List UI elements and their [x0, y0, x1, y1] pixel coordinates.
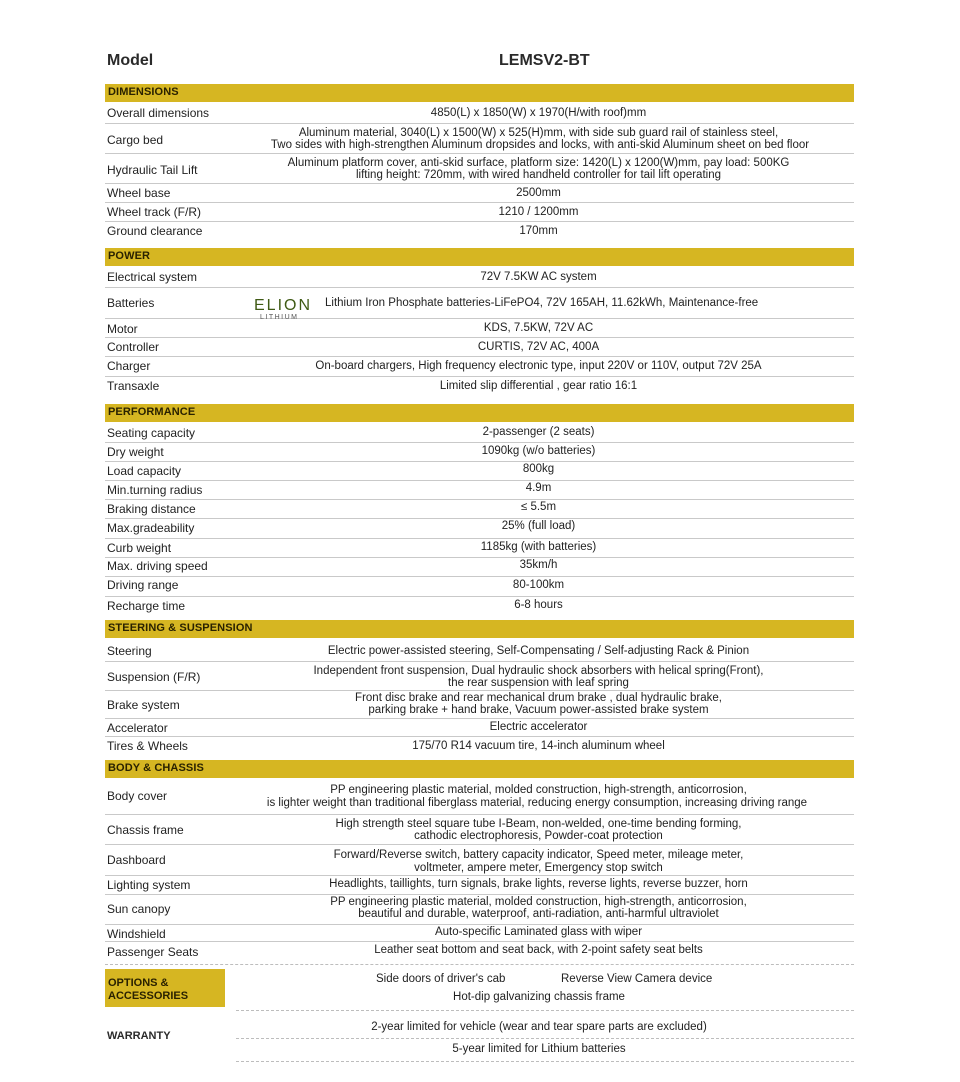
warranty-vehicle: 2-year limited for vehicle (wear and tear spare parts are excluded) — [371, 1021, 707, 1033]
elion-lithium-logo — [253, 294, 317, 320]
spec-value: 170mm — [519, 225, 558, 237]
spec-row — [105, 124, 854, 154]
spec-label: Max.gradeability — [107, 521, 195, 535]
spec-value: ≤ 5.5m — [520, 501, 557, 513]
spec-value-line2: cathodic electrophoresis, Powder-coat protection — [414, 830, 663, 842]
section-power — [105, 248, 854, 266]
spec-row — [105, 558, 854, 577]
spec-value-line2: the rear suspension with leaf spring — [448, 677, 629, 689]
spec-value-line2: beautiful and durable, waterproof, anti-radiation, anti-harmful ultraviolet — [358, 908, 719, 920]
section-title: BODY & CHASSIS — [108, 762, 204, 774]
spec-row — [105, 895, 854, 925]
spec-row — [105, 779, 854, 815]
spec-label: Ground clearance — [107, 224, 203, 238]
spec-value: 35km/h — [519, 559, 558, 571]
warranty-row — [236, 1016, 854, 1039]
spec-value: Electric accelerator — [489, 721, 588, 733]
spec-label: Charger — [107, 359, 151, 373]
spec-value: Electric power-assisted steering, Self-Compensating / Self-adjusting Rack & Pinion — [327, 645, 750, 657]
spec-value: 72V 7.5KW AC system — [480, 271, 597, 283]
spec-value: Limited slip differential , gear ratio 16:1 — [439, 380, 638, 392]
model-label: Model — [107, 52, 154, 69]
logo-sub: LITHIUM — [260, 314, 299, 320]
model-value: LEMSV2-BT — [499, 52, 590, 69]
spec-value: 2500mm — [516, 187, 561, 199]
spec-value-line2: lifting height: 720mm, with wired handheld controller for tail lift operating — [356, 169, 721, 181]
spec-value-line2: is lighter weight than traditional fiberglass material, reducing energy consumption, increasing driving range — [266, 797, 808, 809]
spec-row — [105, 288, 854, 319]
options-row — [236, 989, 854, 1011]
spec-label: Overall dimensions — [107, 106, 210, 120]
logo-brand: ELION — [254, 297, 313, 314]
spec-label: Recharge time — [107, 599, 186, 613]
spec-label: Brake system — [107, 698, 180, 712]
spec-value: Auto-specific Laminated glass with wiper — [434, 926, 643, 938]
spec-label: Electrical system — [107, 270, 198, 284]
model-header — [105, 52, 854, 74]
options-label — [105, 969, 225, 1007]
spec-label: Wheel track (F/R) — [107, 205, 202, 219]
spec-value: High strength steel square tube I-Beam, non-welded, one-time bending forming, — [335, 818, 742, 830]
spec-value-line2: Two sides with high-strengthen Aluminum dropsides and locks, with anti-skid Aluminum sheet on bed floor — [270, 139, 810, 151]
spec-label: Tires & Wheels — [107, 739, 188, 753]
spec-value: Leather seat bottom and seat back, with 2-point safety seat belts — [374, 944, 703, 956]
spec-value: On-board chargers, High frequency electronic type, input 220V or 110V, output 72V 25A — [315, 360, 762, 372]
spec-label: Batteries — [107, 296, 155, 310]
option-reverse-camera: Reverse View Camera device — [561, 973, 713, 985]
spec-label: Chassis frame — [107, 823, 184, 837]
spec-row — [105, 719, 854, 737]
spec-value: 800kg — [522, 463, 555, 475]
spec-row — [105, 662, 854, 691]
spec-label: Cargo bed — [107, 133, 164, 147]
spec-label: Controller — [107, 340, 160, 354]
spec-label: Transaxle — [107, 379, 160, 393]
spec-value: Lithium Iron Phosphate batteries-LiFePO4, 72V 165AH, 11.62kWh, Maintenance-free — [325, 297, 759, 309]
spec-label: Seating capacity — [107, 426, 196, 440]
spec-label: Motor — [107, 322, 138, 336]
section-title: DIMENSIONS — [108, 86, 179, 98]
spec-label: Body cover — [107, 789, 168, 803]
spec-row — [105, 462, 854, 481]
spec-row — [105, 876, 854, 895]
section-title: POWER — [108, 250, 151, 262]
spec-value: Aluminum material, 3040(L) x 1500(W) x 525(H)mm, with side sub guard rail of stainless steel, — [298, 127, 779, 139]
spec-label: Braking distance — [107, 502, 196, 516]
spec-label: Load capacity — [107, 464, 182, 478]
warranty-row — [236, 1039, 854, 1062]
spec-label: Max. driving speed — [107, 559, 208, 573]
spec-value: 80-100km — [512, 579, 565, 591]
options-label-line2: ACCESSORIES — [108, 990, 189, 1002]
warranty-label: WARRANTY — [107, 1030, 171, 1042]
spec-value: CURTIS, 72V AC, 400A — [477, 341, 600, 353]
spec-label: Driving range — [107, 578, 179, 592]
spec-label: Windshield — [107, 927, 166, 941]
spec-row — [105, 737, 854, 756]
spec-value: 1210 / 1200mm — [498, 206, 579, 218]
spec-row — [105, 519, 854, 539]
spec-label: Sun canopy — [107, 902, 171, 916]
spec-value-line2: parking brake + hand brake, Vacuum power-assisted brake system — [368, 704, 709, 716]
spec-value: 1185kg (with batteries) — [480, 541, 597, 553]
options-label-line1: OPTIONS & — [108, 977, 169, 989]
section-performance — [105, 404, 854, 422]
spec-value: Headlights, taillights, turn signals, brake lights, reverse lights, reverse buzzer, horn — [329, 878, 748, 890]
spec-row — [105, 481, 854, 500]
spec-row — [105, 338, 854, 357]
spec-value: Forward/Reverse switch, battery capacity indicator, Speed meter, mileage meter, — [333, 849, 744, 861]
spec-value-line2: voltmeter, ampere meter, Emergency stop switch — [414, 862, 663, 874]
spec-label: Dry weight — [107, 445, 164, 459]
spec-row — [105, 500, 854, 519]
spec-value: 4850(L) x 1850(W) x 1970(H/with roof)mm — [430, 107, 647, 119]
spec-row — [105, 443, 854, 462]
section-body — [105, 760, 854, 778]
spec-row — [105, 845, 854, 876]
section-dimensions — [105, 84, 854, 102]
spec-label: Suspension (F/R) — [107, 670, 201, 684]
warranty-batteries: 5-year limited for Lithium batteries — [452, 1043, 626, 1055]
spec-value: PP engineering plastic material, molded construction, high-strength, anticorrosion, — [330, 896, 747, 908]
spec-row — [105, 640, 854, 662]
spec-row — [105, 222, 854, 240]
option-galvanizing: Hot-dip galvanizing chassis frame — [453, 991, 625, 1003]
spec-label: Curb weight — [107, 541, 172, 555]
spec-label: Lighting system — [107, 878, 191, 892]
spec-row — [105, 815, 854, 845]
spec-value: 6-8 hours — [514, 599, 563, 611]
spec-value: Aluminum platform cover, anti-skid surface, platform size: 1420(L) x 1200(W)mm, pay load: 500KG — [287, 157, 790, 169]
spec-row — [105, 319, 854, 338]
spec-value: 25% (full load) — [501, 520, 576, 532]
spec-row — [105, 267, 854, 288]
spec-label: Accelerator — [107, 721, 168, 735]
spec-value: 1090kg (w/o batteries) — [481, 445, 596, 457]
spec-row — [105, 103, 854, 124]
spec-label: Passenger Seats — [107, 945, 199, 959]
spec-row — [105, 154, 854, 184]
spec-label: Wheel base — [107, 186, 171, 200]
section-steering — [105, 620, 854, 638]
spec-row — [105, 925, 854, 942]
spec-value: 2-passenger (2 seats) — [482, 426, 595, 438]
spec-value: Front disc brake and rear mechanical drum brake , dual hydraulic brake, — [355, 692, 722, 704]
spec-row — [105, 577, 854, 597]
spec-value: PP engineering plastic material, molded construction, high-strength, anticorrosion, — [330, 784, 747, 796]
spec-value: KDS, 7.5KW, 72V AC — [483, 322, 594, 334]
spec-label: Hydraulic Tail Lift — [107, 163, 198, 177]
spec-row — [105, 357, 854, 377]
spec-row — [105, 942, 854, 965]
spec-label: Steering — [107, 644, 152, 658]
spec-value: 4.9m — [525, 482, 552, 494]
option-side-doors: Side doors of driver's cab — [376, 973, 506, 985]
options-row — [236, 969, 854, 988]
spec-value: 175/70 R14 vacuum tire, 14-inch aluminum wheel — [412, 740, 665, 752]
spec-row — [105, 423, 854, 443]
spec-row — [105, 184, 854, 203]
spec-row — [105, 377, 854, 395]
spec-row — [105, 203, 854, 222]
spec-row — [105, 691, 854, 719]
section-title: PERFORMANCE — [108, 406, 196, 418]
spec-label: Min.turning radius — [107, 483, 203, 497]
section-title: STEERING & SUSPENSION — [108, 622, 253, 634]
spec-label: Dashboard — [107, 853, 166, 867]
spec-row — [105, 539, 854, 558]
spec-value: Independent front suspension, Dual hydraulic shock absorbers with helical spring(Front), — [313, 665, 764, 677]
spec-row — [105, 597, 854, 615]
